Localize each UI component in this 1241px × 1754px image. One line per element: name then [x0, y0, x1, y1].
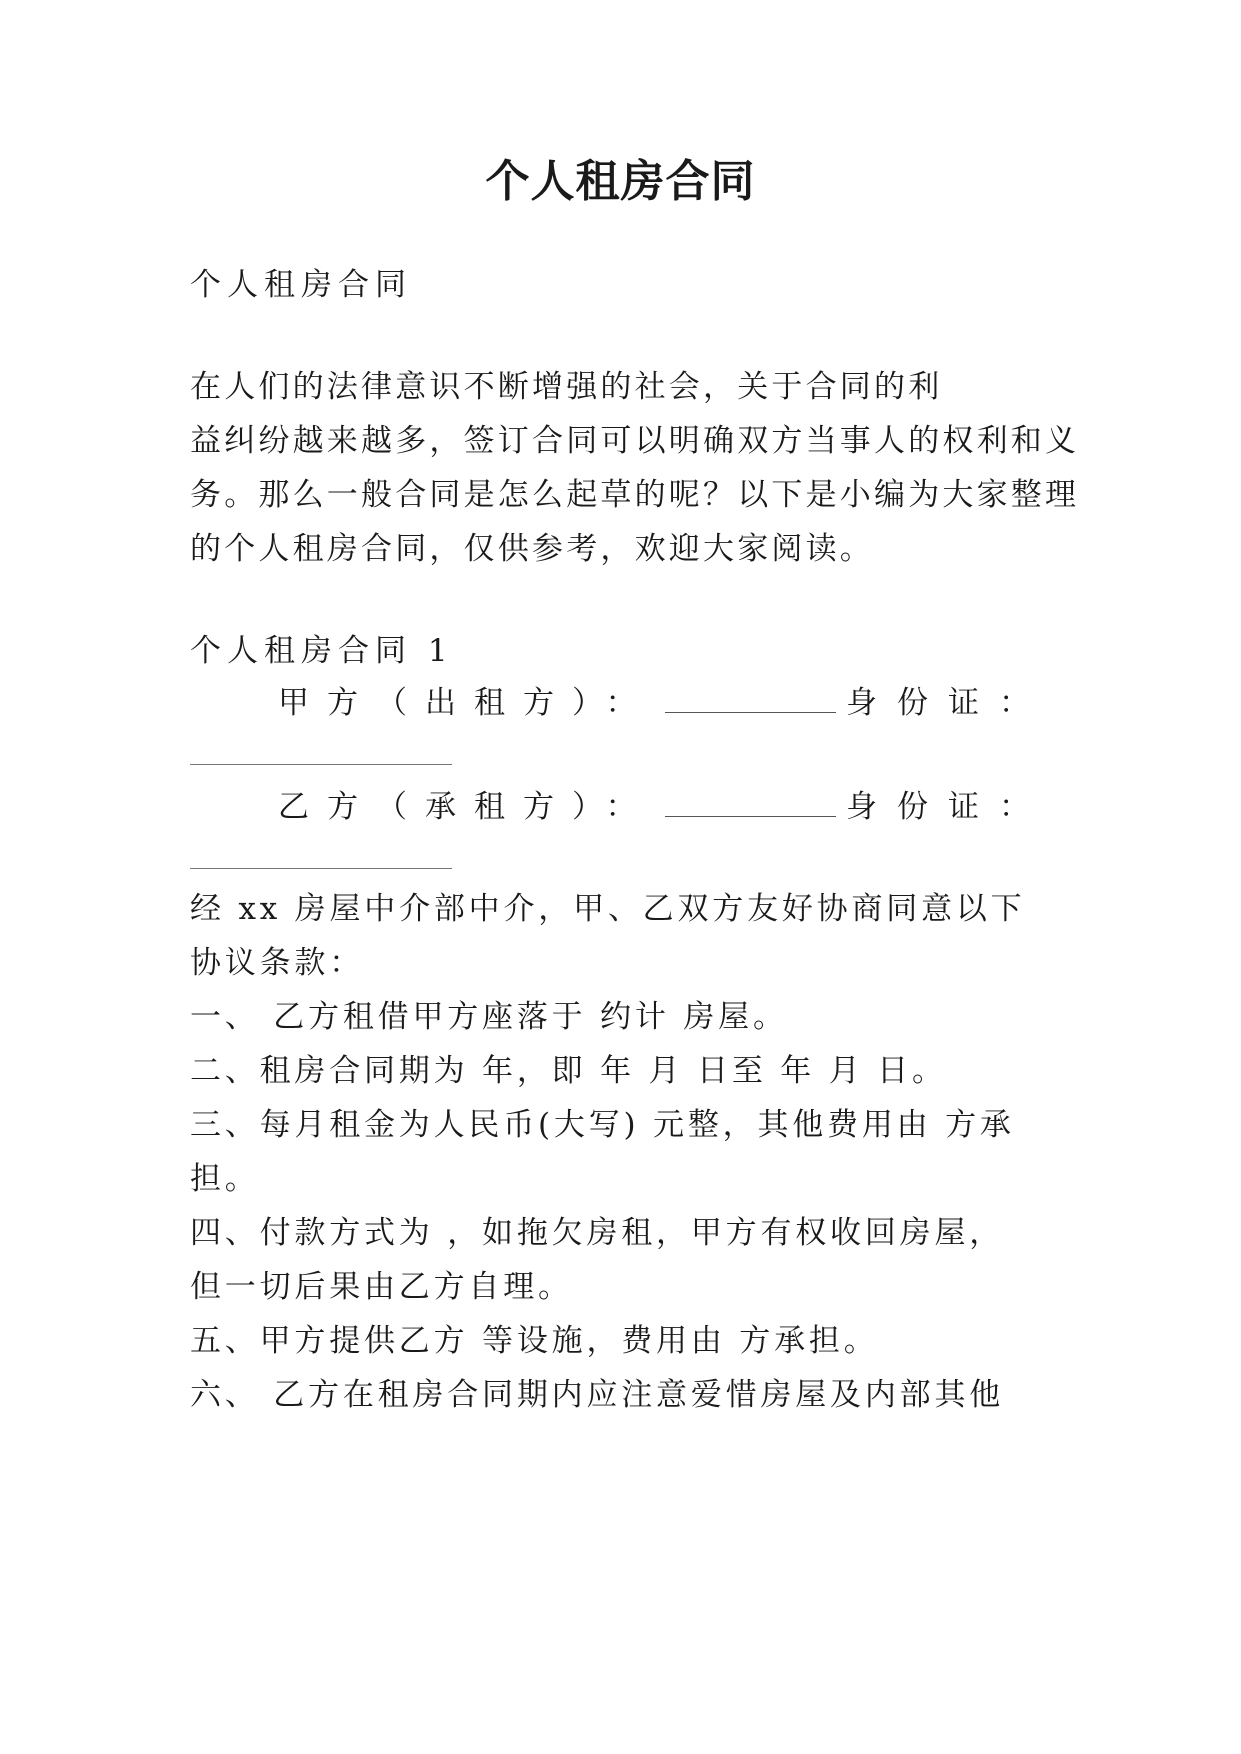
party-a-name-blank [665, 684, 837, 713]
contract-heading: 个人租房合同 1 [190, 633, 454, 669]
body-line-1: 经 xx 房屋中介部中介，甲、乙双方友好协商同意以下 [190, 891, 1026, 927]
intro-line-2: 益纠纷越来越多，签订合同可以明确双方当事人的权利和义 [190, 423, 1080, 459]
body-line-5: 三、每月租金为人民币(大写) 元整，其他费用由 方承 [190, 1107, 1015, 1143]
body-line-8: 但一切后果由乙方自理。 [190, 1269, 573, 1305]
party-b-id-blank [190, 868, 452, 869]
intro-line-4: 的个人租房合同，仅供参考，欢迎大家阅读。 [190, 531, 874, 567]
intro-line-3: 务。那么一般合同是怎么起草的呢？以下是小编为大家整理 [190, 477, 1080, 513]
body-line-9: 五、甲方提供乙方 等设施，费用由 方承担。 [190, 1323, 879, 1359]
body-line-6: 担。 [190, 1161, 260, 1197]
body-line-4: 二、租房合同期为 年，即 年 月 日至 年 月 日。 [190, 1053, 947, 1089]
document-subtitle: 个人租房合同 [190, 267, 412, 303]
party-b-id-label: 身份证： [846, 789, 1050, 825]
body-line-7: 四、付款方式为 ，如拖欠房租，甲方有权收回房屋， [190, 1215, 1005, 1251]
party-b-label: 乙方（承租方）： [278, 789, 655, 825]
party-a-row [278, 680, 1050, 726]
party-a-id-label: 身份证： [846, 685, 1050, 721]
intro-line-1: 在人们的法律意识不断增强的社会，关于合同的利 [190, 369, 943, 405]
body-line-3: 一、 乙方租借甲方座落于 约计 房屋。 [190, 999, 788, 1035]
party-a-label: 甲方（出租方）： [278, 685, 655, 721]
party-b-row [278, 784, 1050, 830]
body-line-2: 协议条款： [190, 945, 364, 981]
document-title: 个人租房合同 [485, 156, 756, 207]
party-a-id-blank [190, 764, 452, 765]
party-b-name-blank [665, 788, 837, 817]
body-line-10: 六、 乙方在租房合同期内应注意爱惜房屋及内部其他 [190, 1377, 1005, 1413]
